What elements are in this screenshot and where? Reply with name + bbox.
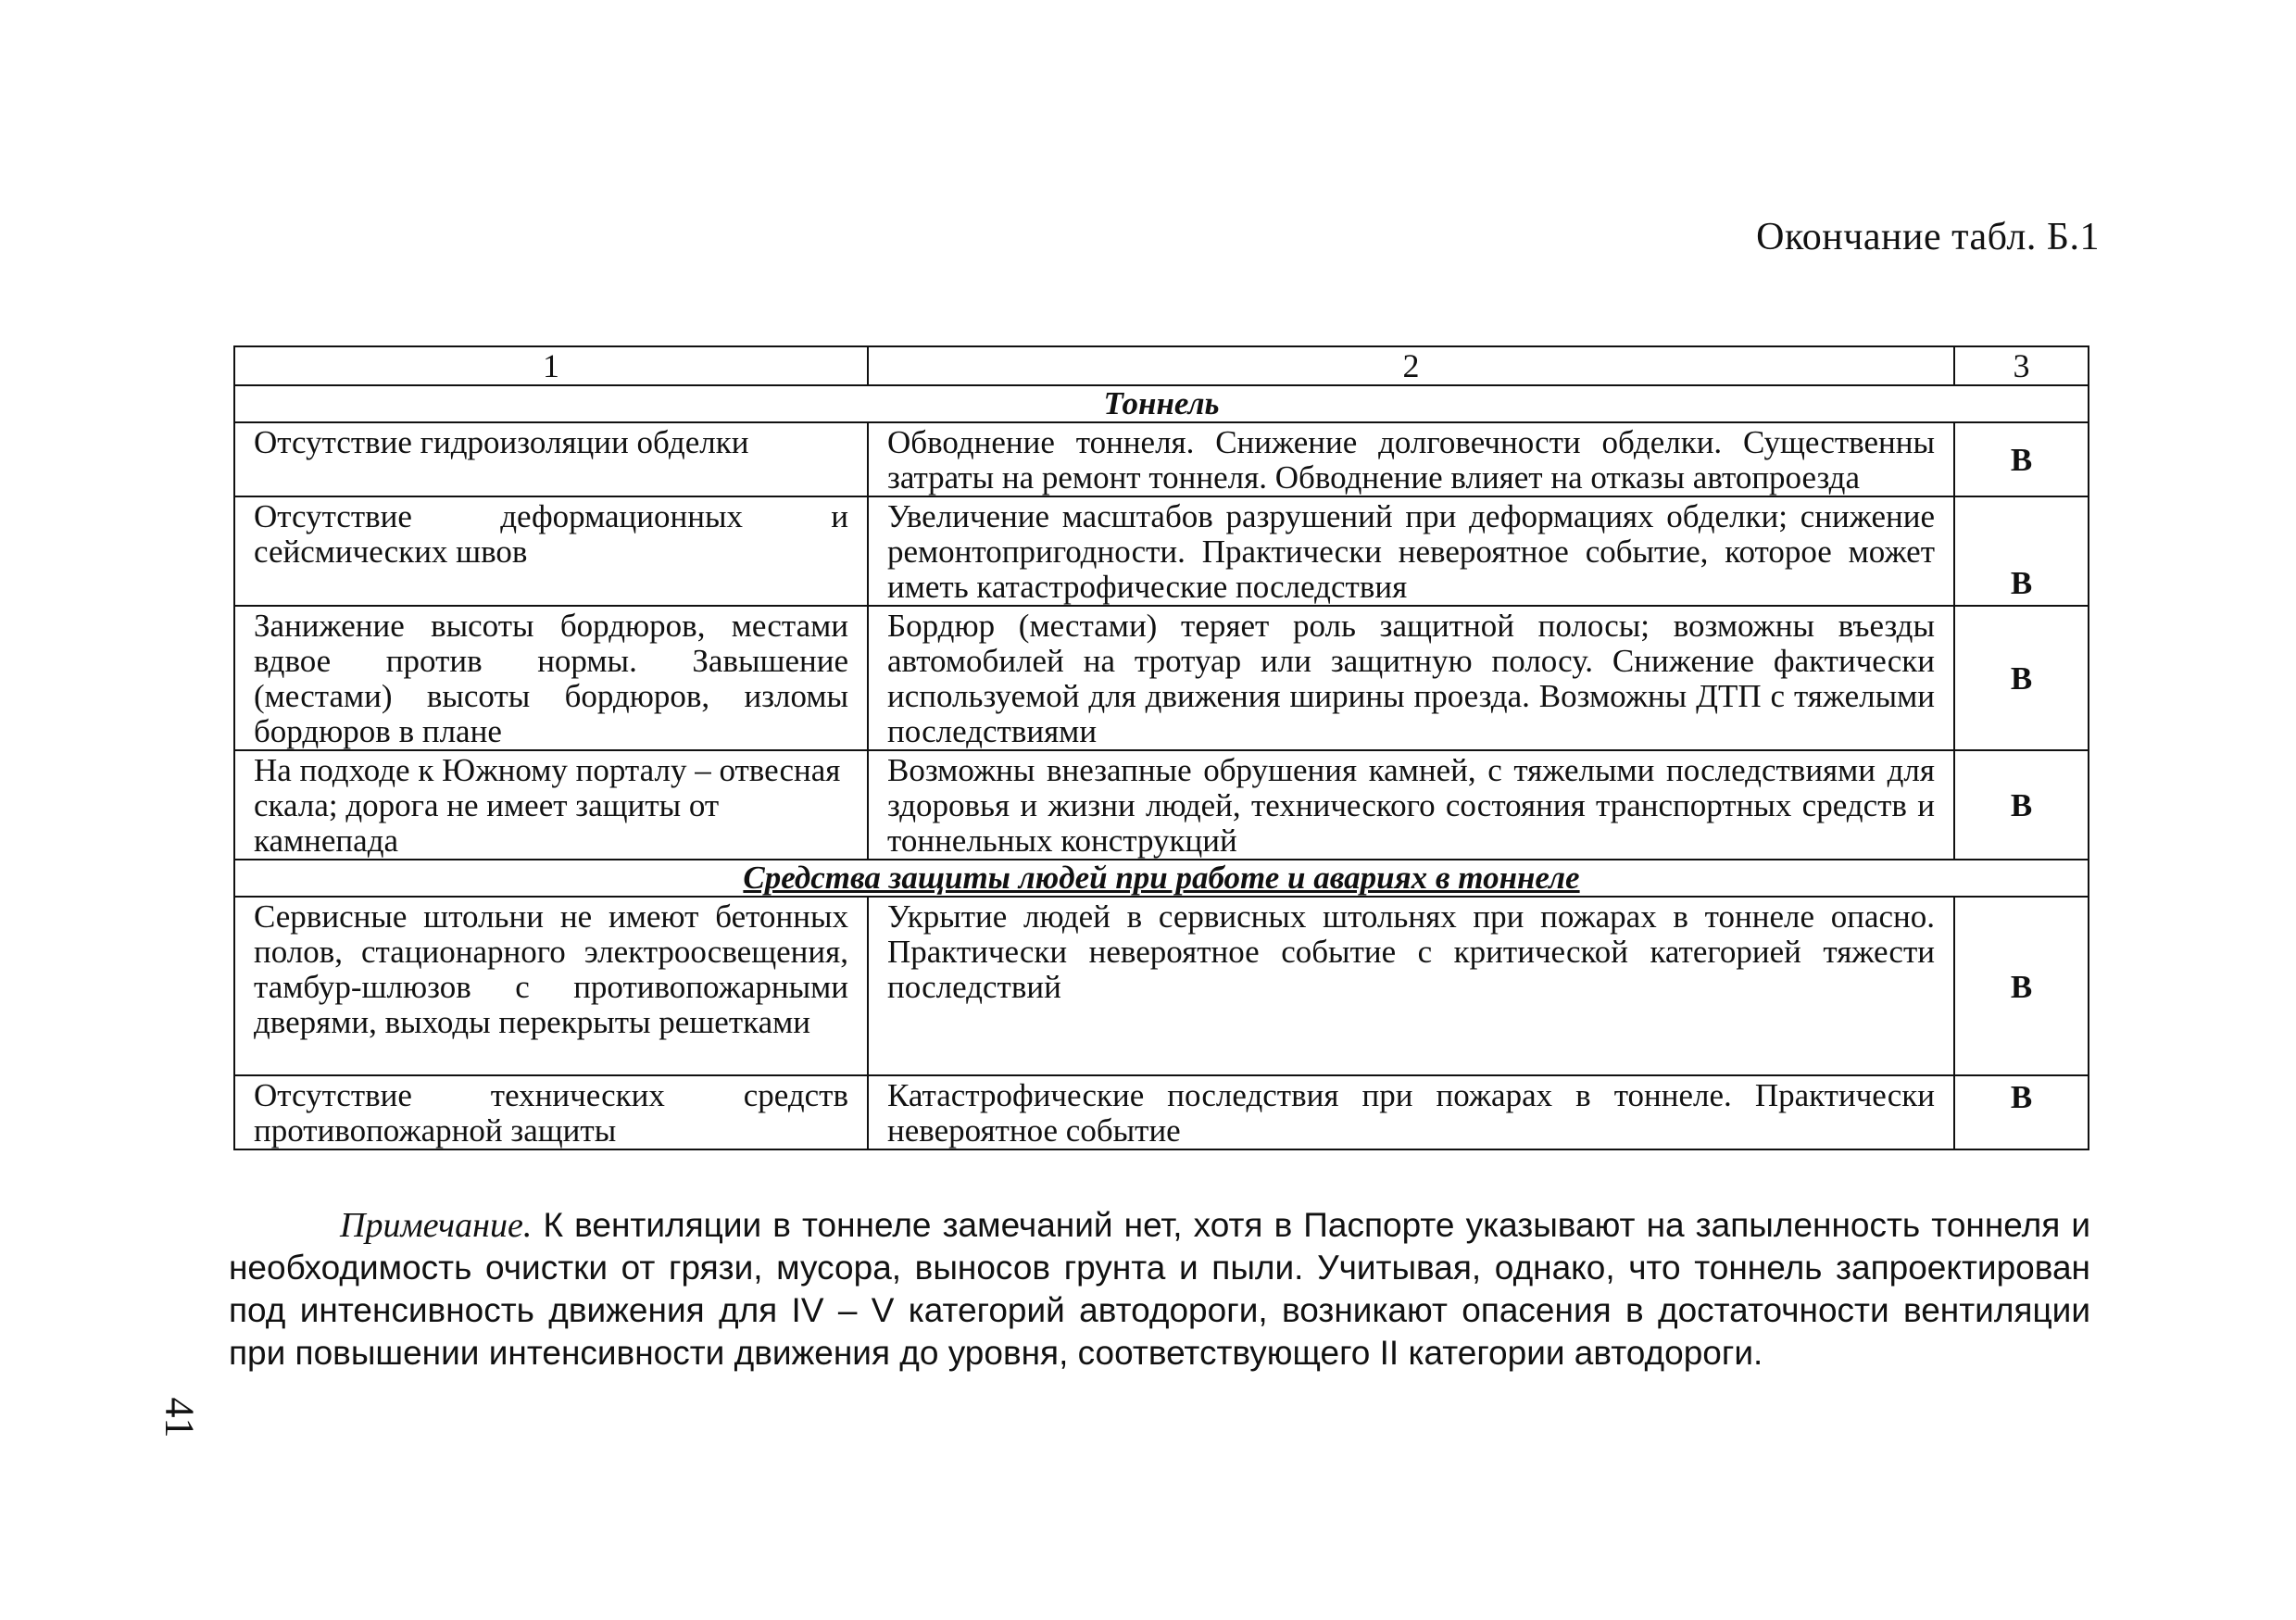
consequence-cell: Увеличение масштабов разрушений при деформациях обделки; снижение ремонтопригодности. Практически невероятное событие, которое может иметь катастрофические последствия [868, 496, 1954, 606]
consequence-cell: Катастрофические последствия при пожарах в тоннеле. Практически невероятное событие [868, 1075, 1954, 1149]
page-number: 41 [157, 1397, 203, 1438]
table-note [229, 1204, 2090, 1375]
defects-table-container [233, 345, 2088, 1150]
consequence-cell: Возможны внезапные обрушения камней, с тяжелыми последствиями для здоровья и жизни людей, технического состояния транспортных средств и тоннельных конструкций [868, 750, 1954, 860]
category-cell: В [1954, 750, 2089, 860]
section-title-protection: Средства защиты людей при работе и авариях в тоннеле [234, 860, 2089, 897]
note-text: К вентиляции в тоннеле замечаний нет, хотя в Паспорте указывают на запыленность тоннеля и необходимость очистки от грязи, мусора, выносов грунта и пыли. Учитывая, однако, что тоннель запроектирован под интенсивность движения для IV – V категорий автодороги, возникают опасения в достаточности вентиляции при повышении интенсивности движения до уровня, соответствующего II категории автодороги. [229, 1206, 2090, 1372]
section-row-tunnel [234, 385, 2089, 422]
note-label: Примечание. [340, 1206, 533, 1245]
consequence-cell: Укрытие людей в сервисных штольнях при пожарах в тоннеле опасно. Практически невероятное событие с критической категорией тяжести последствий [868, 897, 1954, 1075]
consequence-cell: Бордюр (местами) теряет роль защитной полосы; возможны въезды автомобилей на тротуар или защитную полосу. Снижение фактически используемой для движения ширины проезда. Возможны ДТП с тяжелыми последствиями [868, 606, 1954, 750]
defect-cell: Отсутствие деформационных и сейсмических швов [234, 496, 868, 606]
defect-cell: Занижение высоты бордюров, местами вдвое против нормы. Завышение (местами) высоты бордюров, изломы бордюров в плане [234, 606, 868, 750]
header-col-1: 1 [234, 346, 868, 385]
header-col-3: 3 [1954, 346, 2089, 385]
defect-cell: На подходе к Южному порталу – отвесная скала; дорога не имеет защиты от камнепада [234, 750, 868, 860]
table-row [234, 1075, 2089, 1149]
table-row [234, 422, 2089, 496]
category-cell: В [1954, 1075, 2089, 1149]
section-title-tunnel: Тоннель [234, 385, 2089, 422]
defects-table [233, 345, 2089, 1150]
table-row [234, 897, 2089, 1075]
header-col-2: 2 [868, 346, 1954, 385]
table-caption: Окончание табл. Б.1 [1756, 216, 2100, 258]
category-cell: В [1954, 897, 2089, 1075]
category-cell: В [1954, 606, 2089, 750]
defect-cell: Отсутствие гидроизоляции обделки [234, 422, 868, 496]
category-cell: В [1954, 422, 2089, 496]
table-row [234, 606, 2089, 750]
defect-cell: Сервисные штольни не имеют бетонных полов, стационарного электроосвещения, тамбур-шлюзов с противопожарными дверями, выходы перекрыты решетками [234, 897, 868, 1075]
category-cell: В [1954, 496, 2089, 606]
table-row [234, 496, 2089, 606]
section-row-protection [234, 860, 2089, 897]
table-row [234, 750, 2089, 860]
consequence-cell: Обводнение тоннеля. Снижение долговечности обделки. Существенны затраты на ремонт тоннеля. Обводнение влияет на отказы автопроезда [868, 422, 1954, 496]
defect-cell: Отсутствие технических средств противопожарной защиты [234, 1075, 868, 1149]
table-header-row [234, 346, 2089, 385]
